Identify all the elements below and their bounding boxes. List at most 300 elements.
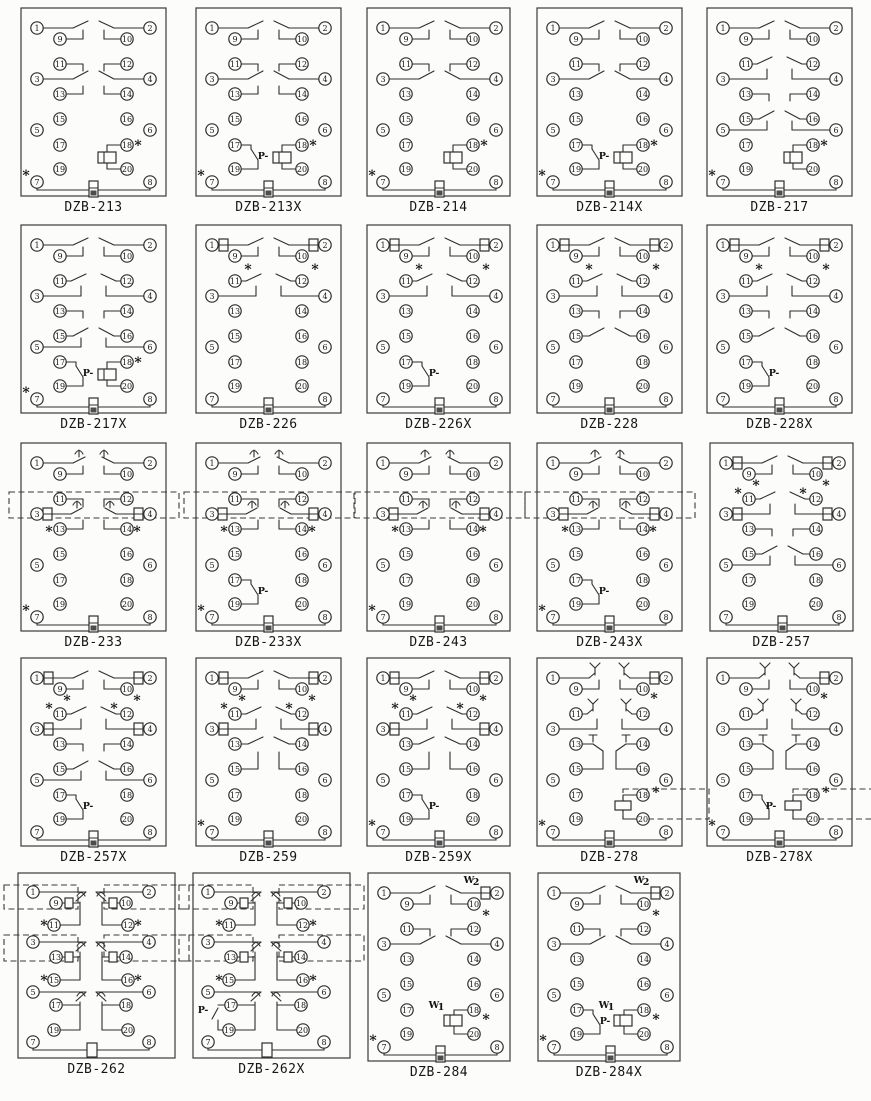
terminal-number: 17 bbox=[225, 1000, 237, 1010]
wire bbox=[420, 886, 435, 893]
terminal-number: 10 bbox=[467, 251, 479, 261]
terminal-number: 20 bbox=[121, 381, 133, 391]
asterisk-marker: * bbox=[391, 524, 399, 540]
coil-mark bbox=[780, 626, 786, 631]
diagram-border bbox=[367, 658, 510, 846]
terminal-number: 17 bbox=[50, 1000, 62, 1010]
terminal-number: 8 bbox=[147, 612, 153, 622]
asterisk-marker: * bbox=[22, 603, 30, 619]
terminal-number: 16 bbox=[121, 331, 133, 341]
terminal-number: 19 bbox=[229, 814, 241, 824]
terminal-number: 2 bbox=[833, 673, 839, 683]
wire bbox=[248, 737, 263, 744]
asterisk-marker: * bbox=[45, 701, 53, 717]
asterisk-marker: * bbox=[308, 693, 316, 709]
terminal-number: 5 bbox=[380, 775, 386, 785]
terminal-number: 1 bbox=[209, 240, 215, 250]
wire bbox=[248, 238, 263, 245]
terminal-number: 16 bbox=[468, 979, 480, 989]
terminal-number: 16 bbox=[296, 549, 308, 559]
terminal-number: 15 bbox=[400, 549, 412, 559]
terminal-number: 20 bbox=[467, 814, 479, 824]
terminal-number: 16 bbox=[810, 549, 822, 559]
wire bbox=[593, 699, 598, 704]
wire bbox=[788, 546, 803, 554]
asterisk-marker: * bbox=[220, 524, 228, 540]
asterisk-marker: * bbox=[311, 262, 319, 278]
terminal-number: 7 bbox=[209, 177, 215, 187]
diagram-border bbox=[193, 873, 350, 1058]
terminal-number: 15 bbox=[400, 331, 412, 341]
terminal-number: 18 bbox=[467, 575, 479, 585]
coil-symbol bbox=[284, 952, 292, 962]
diagram-label: DZB-214X bbox=[576, 200, 643, 215]
coil-symbol bbox=[109, 952, 117, 962]
wire bbox=[248, 671, 263, 678]
asterisk-marker: * bbox=[479, 524, 487, 540]
wire bbox=[73, 761, 88, 769]
terminal-number: 17 bbox=[740, 140, 752, 150]
terminal-number: 19 bbox=[570, 381, 582, 391]
wire bbox=[618, 457, 630, 463]
relay-diagram-dzb-217 bbox=[707, 8, 852, 215]
terminal-number: 4 bbox=[147, 74, 153, 84]
terminal-number: 9 bbox=[573, 251, 579, 261]
terminal-number: 14 bbox=[807, 306, 819, 316]
wire bbox=[785, 21, 800, 28]
wire bbox=[785, 111, 800, 119]
wire bbox=[105, 508, 116, 514]
terminal-number: 8 bbox=[833, 827, 839, 837]
terminal-number: 13 bbox=[54, 739, 66, 749]
wire bbox=[759, 328, 774, 336]
asterisk-marker: * bbox=[409, 693, 417, 709]
terminal-number: 10 bbox=[810, 469, 822, 479]
diagram-border bbox=[367, 443, 510, 631]
terminal-number: 13 bbox=[570, 739, 582, 749]
terminal-number: 9 bbox=[403, 684, 409, 694]
terminal-number: 4 bbox=[147, 509, 153, 519]
terminal-number: 2 bbox=[321, 887, 327, 897]
terminal-number: 9 bbox=[232, 34, 238, 44]
terminal-number: 10 bbox=[468, 899, 480, 909]
terminal-number: 7 bbox=[380, 394, 386, 404]
terminal-number: 13 bbox=[229, 306, 241, 316]
coil-symbol bbox=[273, 152, 291, 163]
wire bbox=[759, 21, 774, 28]
wire bbox=[759, 238, 774, 245]
terminal-number: 20 bbox=[121, 599, 133, 609]
asterisk-marker: * bbox=[822, 478, 830, 494]
asterisk-marker: * bbox=[482, 1012, 490, 1028]
relay-diagram-dzb-259x bbox=[367, 658, 510, 865]
wire bbox=[274, 21, 289, 28]
asterisk-marker: * bbox=[285, 701, 293, 717]
wire bbox=[99, 671, 114, 678]
asterisk-marker: * bbox=[482, 262, 490, 278]
terminal-number: 4 bbox=[322, 509, 328, 519]
wire bbox=[73, 457, 85, 463]
wire bbox=[589, 457, 601, 463]
terminal-number: 15 bbox=[54, 331, 66, 341]
terminal-number: 18 bbox=[296, 790, 308, 800]
coil-symbol bbox=[444, 152, 462, 163]
wire bbox=[272, 993, 280, 997]
terminal-number: 18 bbox=[296, 575, 308, 585]
terminal-number: 10 bbox=[467, 34, 479, 44]
wire bbox=[71, 274, 86, 281]
terminal-number: 7 bbox=[551, 1042, 557, 1052]
wire bbox=[99, 328, 114, 336]
asterisk-marker: * bbox=[649, 524, 657, 540]
inline-label: W bbox=[598, 1000, 610, 1011]
terminal-number: 10 bbox=[807, 684, 819, 694]
wire bbox=[252, 943, 260, 947]
terminal-number: 4 bbox=[147, 724, 153, 734]
terminal-number: 10 bbox=[120, 898, 132, 908]
terminal-number: 14 bbox=[121, 739, 133, 749]
terminal-number: 20 bbox=[468, 1029, 480, 1039]
terminal-number: 19 bbox=[743, 599, 755, 609]
terminal-number: 16 bbox=[121, 114, 133, 124]
terminal-number: 2 bbox=[493, 458, 499, 468]
wire bbox=[451, 508, 462, 514]
asterisk-marker: * bbox=[309, 973, 317, 989]
terminal-number: 6 bbox=[493, 342, 499, 352]
terminal-number: 20 bbox=[810, 599, 822, 609]
coil-symbol bbox=[65, 898, 73, 908]
terminal-number: 6 bbox=[663, 560, 669, 570]
terminal-number: 13 bbox=[229, 524, 241, 534]
terminal-number: 20 bbox=[807, 381, 819, 391]
inline-label: P- bbox=[197, 1005, 209, 1016]
terminal-number: 19 bbox=[570, 814, 582, 824]
terminal-number: 4 bbox=[663, 291, 669, 301]
terminal-number: 13 bbox=[740, 89, 752, 99]
terminal-number: 17 bbox=[229, 357, 241, 367]
terminal-number: 13 bbox=[225, 952, 237, 962]
coil-symbol bbox=[87, 1043, 97, 1057]
terminal-number: 2 bbox=[146, 887, 152, 897]
asterisk-marker: * bbox=[308, 524, 316, 540]
terminal-number: 10 bbox=[467, 469, 479, 479]
relay-diagram-dzb-243 bbox=[355, 443, 525, 650]
asterisk-marker: * bbox=[585, 262, 593, 278]
diagram-border bbox=[368, 873, 510, 1061]
wire bbox=[73, 21, 88, 28]
terminal-number: 2 bbox=[147, 240, 153, 250]
terminal-number: 15 bbox=[570, 764, 582, 774]
asterisk-marker: * bbox=[652, 908, 660, 924]
coil-mark bbox=[91, 408, 97, 413]
asterisk-marker: * bbox=[244, 262, 252, 278]
terminal-number: 13 bbox=[54, 89, 66, 99]
terminal-number: 8 bbox=[322, 827, 328, 837]
wire bbox=[616, 936, 631, 944]
inline-label: P- bbox=[599, 1016, 611, 1027]
terminal-number: 14 bbox=[120, 952, 132, 962]
terminal-number: 15 bbox=[571, 979, 583, 989]
terminal-number: 7 bbox=[209, 612, 215, 622]
wire bbox=[96, 992, 106, 1001]
terminal-number: 11 bbox=[229, 709, 241, 719]
asterisk-marker: * bbox=[133, 693, 141, 709]
terminal-number: 14 bbox=[637, 739, 649, 749]
terminal-number: 15 bbox=[740, 114, 752, 124]
terminal-number: 4 bbox=[322, 724, 328, 734]
asterisk-marker: * bbox=[539, 1033, 547, 1049]
wire bbox=[589, 328, 604, 336]
terminal-number: 6 bbox=[322, 125, 328, 135]
wire bbox=[419, 671, 434, 678]
wire bbox=[796, 699, 801, 704]
terminal-number: 8 bbox=[663, 394, 669, 404]
terminal-number: 14 bbox=[637, 89, 649, 99]
terminal-number: 10 bbox=[296, 34, 308, 44]
terminal-number: 19 bbox=[570, 164, 582, 174]
dashed-option-zone bbox=[793, 789, 871, 819]
coil-symbol bbox=[615, 801, 631, 810]
relay-diagram-dzb-233x bbox=[184, 443, 354, 650]
terminal-number: 15 bbox=[570, 114, 582, 124]
diagram-label: DZB-213 bbox=[64, 200, 123, 215]
terminal-number: 1 bbox=[720, 673, 726, 683]
terminal-number: 15 bbox=[54, 114, 66, 124]
wire bbox=[626, 699, 631, 704]
terminal-number: 12 bbox=[637, 276, 649, 286]
terminal-number: 7 bbox=[381, 1042, 387, 1052]
wire bbox=[587, 508, 598, 514]
terminal-number: 17 bbox=[54, 140, 66, 150]
terminal-number: 9 bbox=[403, 34, 409, 44]
diagram-border bbox=[196, 658, 341, 846]
terminal-number: 8 bbox=[147, 177, 153, 187]
terminal-number: 3 bbox=[34, 724, 40, 734]
terminal-number: 6 bbox=[147, 125, 153, 135]
terminal-number: 16 bbox=[637, 331, 649, 341]
wire bbox=[615, 71, 630, 79]
coil-mark bbox=[777, 841, 783, 846]
wire bbox=[99, 71, 114, 79]
asterisk-marker: * bbox=[480, 138, 488, 154]
terminal-number: 6 bbox=[493, 560, 499, 570]
asterisk-marker: * bbox=[197, 168, 205, 184]
terminal-number: 10 bbox=[637, 251, 649, 261]
wire bbox=[626, 709, 632, 714]
relay-diagram-dzb-214x bbox=[537, 8, 682, 215]
terminal-number: 13 bbox=[401, 954, 413, 964]
wire bbox=[615, 328, 630, 336]
terminal-number: 12 bbox=[467, 494, 479, 504]
terminal-number: 12 bbox=[807, 709, 819, 719]
terminal-number: 13 bbox=[400, 739, 412, 749]
terminal-number: 13 bbox=[54, 524, 66, 534]
terminal-number: 17 bbox=[400, 575, 412, 585]
terminal-number: 15 bbox=[229, 764, 241, 774]
terminal-number: 7 bbox=[720, 177, 726, 187]
terminal-number: 5 bbox=[381, 990, 387, 1000]
terminal-number: 2 bbox=[147, 458, 153, 468]
wire bbox=[101, 274, 116, 281]
wire bbox=[758, 699, 763, 704]
terminal-number: 7 bbox=[723, 612, 729, 622]
coil-symbol bbox=[262, 1043, 272, 1057]
terminal-number: 5 bbox=[720, 342, 726, 352]
diagram-border bbox=[537, 8, 682, 196]
terminal-number: 2 bbox=[147, 673, 153, 683]
diagram-border bbox=[21, 225, 166, 413]
inline-label: P- bbox=[598, 151, 610, 162]
inline-label: 1 bbox=[607, 1002, 615, 1013]
terminal-number: 2 bbox=[663, 240, 669, 250]
coil-mark bbox=[91, 626, 97, 631]
terminal-number: 14 bbox=[296, 524, 308, 534]
terminal-number: 5 bbox=[550, 560, 556, 570]
diagram-label: DZB-217X bbox=[60, 417, 127, 432]
wire bbox=[99, 761, 114, 769]
terminal-number: 1 bbox=[720, 23, 726, 33]
diagram-border bbox=[196, 8, 341, 196]
terminal-number: 1 bbox=[380, 458, 386, 468]
terminal-number: 8 bbox=[836, 612, 842, 622]
diagram-label: DZB-284X bbox=[575, 1065, 643, 1080]
asterisk-marker: * bbox=[40, 918, 48, 934]
wire bbox=[76, 992, 86, 1001]
wire bbox=[274, 671, 289, 678]
terminal-number: 12 bbox=[122, 920, 134, 930]
terminal-number: 6 bbox=[663, 775, 669, 785]
terminal-number: 9 bbox=[404, 899, 410, 909]
diagram-label: DZB-233X bbox=[235, 635, 302, 650]
terminal-number: 17 bbox=[54, 357, 66, 367]
wire bbox=[595, 663, 600, 668]
terminal-number: 15 bbox=[229, 331, 241, 341]
asterisk-marker: * bbox=[134, 355, 142, 371]
terminal-number: 15 bbox=[743, 549, 755, 559]
wire bbox=[252, 993, 260, 997]
coil-symbol bbox=[444, 1015, 462, 1026]
terminal-number: 10 bbox=[121, 684, 133, 694]
wire bbox=[619, 663, 624, 668]
terminal-number: 2 bbox=[663, 458, 669, 468]
terminal-number: 2 bbox=[836, 458, 842, 468]
terminal-number: 4 bbox=[833, 74, 839, 84]
relay-diagram-dzb-226 bbox=[196, 225, 341, 432]
diagram-label: DZB-262X bbox=[238, 1062, 305, 1077]
wire bbox=[71, 508, 82, 514]
inline-label: 2 bbox=[642, 877, 650, 888]
terminal-number: 19 bbox=[54, 814, 66, 824]
terminal-number: 14 bbox=[637, 524, 649, 534]
terminal-number: 7 bbox=[550, 394, 556, 404]
terminal-number: 11 bbox=[223, 920, 235, 930]
wire bbox=[785, 238, 800, 245]
coil-symbol bbox=[240, 952, 248, 962]
terminal-number: 14 bbox=[121, 524, 133, 534]
diagram-label: DZB-259X bbox=[405, 850, 472, 865]
wire bbox=[789, 663, 794, 668]
asterisk-marker: * bbox=[538, 603, 546, 619]
inline-label: P- bbox=[598, 586, 610, 597]
inline-label: P- bbox=[82, 368, 94, 379]
wire bbox=[445, 238, 460, 245]
terminal-number: 13 bbox=[400, 306, 412, 316]
coil-mark bbox=[437, 841, 443, 846]
terminal-number: 15 bbox=[570, 331, 582, 341]
terminal-number: 14 bbox=[807, 739, 819, 749]
terminal-number: 18 bbox=[807, 140, 819, 150]
wire bbox=[589, 21, 604, 28]
wire bbox=[615, 21, 630, 28]
wire bbox=[757, 57, 772, 64]
terminal-number: 6 bbox=[146, 987, 152, 997]
asterisk-marker: * bbox=[708, 168, 716, 184]
terminal-number: 8 bbox=[147, 394, 153, 404]
terminal-number: 1 bbox=[209, 458, 215, 468]
terminal-number: 1 bbox=[381, 888, 387, 898]
terminal-number: 9 bbox=[743, 684, 749, 694]
terminal-number: 9 bbox=[232, 469, 238, 479]
terminal-number: 4 bbox=[664, 939, 670, 949]
terminal-number: 5 bbox=[209, 560, 215, 570]
asterisk-marker: * bbox=[22, 385, 30, 401]
relay-diagram-dzb-243x bbox=[525, 443, 695, 650]
dashed-option-zone bbox=[623, 789, 709, 819]
terminal-number: 13 bbox=[743, 524, 755, 534]
asterisk-marker: * bbox=[652, 1012, 660, 1028]
terminal-number: 7 bbox=[34, 612, 40, 622]
terminal-number: 1 bbox=[205, 887, 211, 897]
terminal-number: 18 bbox=[807, 357, 819, 367]
terminal-number: 16 bbox=[296, 331, 308, 341]
wire bbox=[617, 274, 632, 281]
asterisk-marker: * bbox=[309, 918, 317, 934]
terminal-number: 5 bbox=[380, 125, 386, 135]
diagram-border bbox=[537, 658, 682, 846]
terminal-number: 17 bbox=[570, 140, 582, 150]
terminal-number: 3 bbox=[380, 74, 386, 84]
terminal-number: 3 bbox=[380, 509, 386, 519]
wire bbox=[759, 111, 774, 119]
wire bbox=[624, 663, 629, 668]
terminal-number: 11 bbox=[740, 276, 752, 286]
terminal-number: 8 bbox=[493, 394, 499, 404]
terminal-number: 3 bbox=[34, 509, 40, 519]
wire bbox=[248, 21, 263, 28]
relay-diagram-dzb-233 bbox=[9, 443, 179, 650]
asterisk-marker: * bbox=[538, 818, 546, 834]
diagram-label: DZB-226X bbox=[405, 417, 472, 432]
wire bbox=[246, 508, 257, 514]
terminal-number: 6 bbox=[147, 775, 153, 785]
terminal-number: 9 bbox=[57, 251, 63, 261]
diagram-border bbox=[537, 225, 682, 413]
wire bbox=[624, 673, 630, 678]
terminal-number: 3 bbox=[380, 724, 386, 734]
wire bbox=[73, 328, 88, 336]
terminal-number: 16 bbox=[467, 549, 479, 559]
terminal-number: 11 bbox=[400, 59, 412, 69]
terminal-number: 1 bbox=[550, 458, 556, 468]
terminal-number: 6 bbox=[322, 560, 328, 570]
terminal-number: 9 bbox=[743, 251, 749, 261]
terminal-number: 13 bbox=[54, 306, 66, 316]
asterisk-marker: * bbox=[215, 918, 223, 934]
terminal-number: 18 bbox=[467, 790, 479, 800]
diagram-border bbox=[538, 873, 680, 1061]
diagram-border bbox=[367, 8, 510, 196]
wire bbox=[419, 21, 434, 28]
